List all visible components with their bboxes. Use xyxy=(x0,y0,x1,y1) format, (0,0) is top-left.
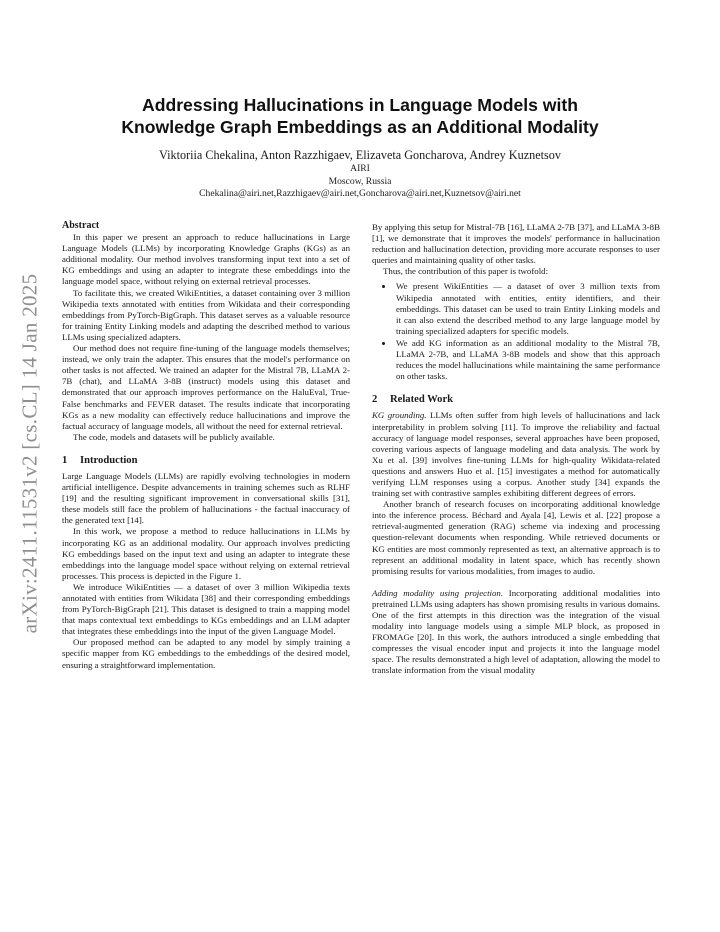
related-paragraph-3 xyxy=(372,588,660,677)
paper-header xyxy=(62,94,658,201)
arxiv-id-text: arXiv:2411.11531v2 [cs.CL] 14 Jan 2025 xyxy=(17,273,42,633)
section-title: Introduction xyxy=(80,454,138,466)
contribution-item: • We present WikiEntities — a dataset of over 3 million texts from Wikipedia annotated with entities, entity identifiers, and their embeddings. This dataset can be used to train Entity Linking models and it can also extend the described method to any large language model by training specialized adapters for specific models. xyxy=(394,281,660,336)
contribution-lead: Thus, the contribution of this paper is twofold: xyxy=(383,266,549,277)
section-related-work-heading xyxy=(372,394,660,405)
left-column xyxy=(62,220,350,671)
abstract-paragraph-3: Our method does not require fine-tuning of the language models themselves; instead, we only train the adapter. This ensures that the model's performance on other tasks is not affected. We trained an adapter for the Mistral 7B, LLaMA 2-7B (chat), and LLaMA 3-8B (instruct) models using this dataset and demonstrated that our approach improves performance on the HaluEval, True-False benchmarks and FEVER dataset. The results indicate that incorporating KGs as a new modality can effectively reduce hallucinations and improve the factual accuracy of language models, all without the need for external retrieval. xyxy=(62,343,350,431)
location: Moscow, Russia xyxy=(328,175,392,187)
projection-label: Adding modality using projection. xyxy=(372,587,504,598)
projection-text: Incorporating additional modalities into pretrained LLMs using adapters has shown promising results in various domains. One of the first attempts in this direction was the integration of the visual modality into language models using a simple MLP block, as proposed in FROMAGe [20]. In this work, the authors introduced a single embedding that compresses the visual encoder input and projects it into the language model space. The results demonstrated a high level of adaptation, allowing the model to translate information from the visual modality xyxy=(372,587,660,676)
intro-paragraph-1: Large Language Models (LLMs) are rapidly evolving technologies in modern artificial intelligence. Despite advancements in training schemes such as RLHF [19] and the resulting significant improvement in conversational skills [31], these models still face the problem of hallucinations - the factual inaccuracy of the generated text [14]. xyxy=(62,470,350,526)
kg-grounding-text: LLMs often suffer from high levels of hallucinations and lack interpretability in problem solving [11]. To improve the reliability and factual accuracy of language model responses, several approaches have been proposed, covering various aspects of language modeling and data analysis. The work by Xu et al. [39] involves fine-tuning LLMs for high-quality Wikidata-related questions and answers Huo et al. [15] investigates a method for automatically verifying LLM responses using a corpus. Another study [34] expands the training set with contrastive samples exhibiting different degrees of errors. xyxy=(372,410,661,499)
right-column xyxy=(372,222,660,677)
contribution-list xyxy=(372,281,660,382)
section-title: Related Work xyxy=(390,394,454,406)
arxiv-watermark xyxy=(4,248,56,658)
section-number: 1 xyxy=(62,454,68,466)
abstract-paragraph-4: The code, models and datasets will be publicly available. xyxy=(73,431,275,442)
affiliation: AIRI xyxy=(350,163,370,174)
intro-paragraph-2: In this work, we propose a method to reduce hallucinations in LLMs by incorporating KG as an additional modality. Our approach involves predicting KG embeddings based on the input text and using an adapter to integrate these embeddings into the language model space without relying on external retrieval processes. This process is depicted in the Figure 1. xyxy=(62,526,350,581)
related-paragraph-1 xyxy=(372,410,660,499)
author-list: Viktoriia Chekalina, Anton Razzhigaev, Elizaveta Goncharova, Andrey Kuznetsov xyxy=(159,148,561,162)
intro-paragraph-3: We introduce WikiEntities — a dataset of over 3 million Wikipedia texts annotated with entities from Wikidata [38] and their corresponding embeddings from PyTorch-BigGraph [21]. This dataset is designed to train a mapping model that maps contextual text embeddings to KGs embeddings and an LLM adapter that integrates these embeddings into the input of the given Language Model. xyxy=(62,581,350,637)
section-introduction-heading xyxy=(62,455,350,466)
intro-paragraph-5: By applying this setup for Mistral-7B [16], LLaMA 2-7B [37], and LLaMA 3-8B [1], we demonstrate that it improves the models' performance in hallucination reduction and hallucination detection, providing more accurate responses to user queries and maintaining quality of other tasks. xyxy=(372,222,660,266)
abstract-paragraph-2: To facilitate this, we created WikiEntities, a dataset containing over 3 million Wikipedia texts annotated with entities from Wikidata and their corresponding embeddings from PyTorch-BigGraph. This dataset serves as a valuable resource for training Entity Linking models and adapting the described method to various LLMs using specialized adapters. xyxy=(62,287,350,342)
paper-title xyxy=(62,94,658,138)
author-emails: Chekalina@airi.net,Razzhigaev@airi.net,Goncharova@airi.net,Kuznetsov@airi.net xyxy=(199,188,521,199)
kg-grounding-label: KG grounding. xyxy=(372,410,427,421)
related-paragraph-2: Another branch of research focuses on incorporating additional knowledge into the inference process. Béchard and Ayala [4], Lewis et al. [22] propose a retrieval-augmented generation (RAG) scheme via indexing and processing question-relevant documents when responding. While retrieved documents or KG entities are most commonly represented as text, an alternative approach is to represent an additional modality in latent space, which has recently shown promising results for various modalities, from images to audio. xyxy=(372,499,660,576)
intro-paragraph-4: Our proposed method can be adapted to any model by simply training a specific mapper from KG embeddings to the embeddings of the desired model, ensuring a straightforward implementation. xyxy=(62,637,350,670)
section-number: 2 xyxy=(372,394,378,406)
title-line-2: Knowledge Graph Embeddings as an Additional Modality xyxy=(121,117,599,137)
contribution-item: • We add KG information as an additional modality to the Mistral 7B, LLaMA 2-7B, and LLaMA 3-8B models and show that this approach reduces the model hallucinations while maintaining the same performance on other tasks. xyxy=(394,338,660,382)
title-line-1: Addressing Hallucinations in Language Models with xyxy=(142,95,578,115)
abstract-paragraph-1: In this paper we present an approach to reduce hallucinations in Large Language Models (LLMs) by incorporating Knowledge Graphs (KGs) as an additional modality. Our method involves transforming input text into a set of KG embeddings and using an adapter to integrate these embeddings into the language model space, without relying on external retrieval processes. xyxy=(62,232,350,287)
abstract-heading: Abstract xyxy=(62,220,100,231)
